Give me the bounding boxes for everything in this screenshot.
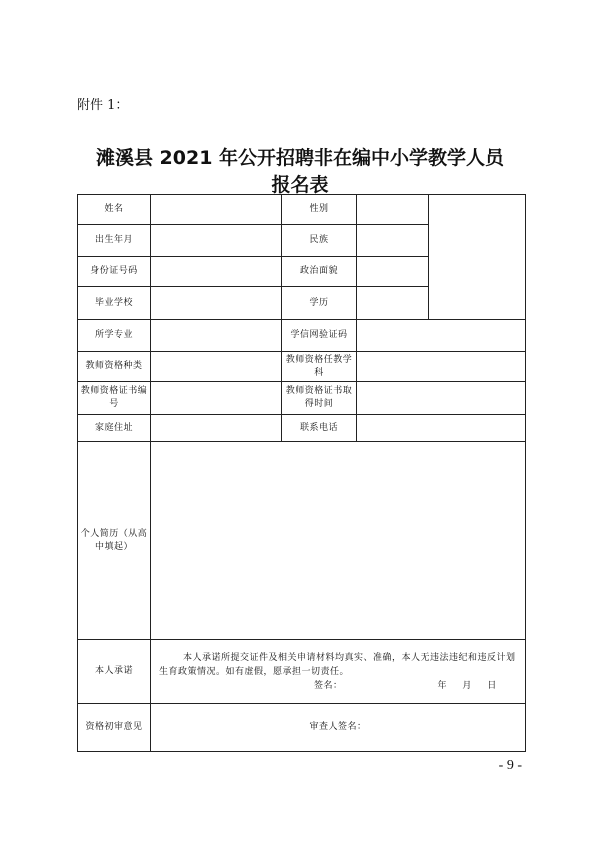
field-phone[interactable]	[357, 415, 526, 442]
page-number: - 9 -	[498, 758, 522, 773]
review-signature-label: 审查人签名：	[151, 704, 526, 752]
field-school[interactable]	[151, 287, 282, 320]
field-xuexin-code[interactable]	[357, 320, 526, 352]
label-cert-subject: 教师资格任教学科	[282, 352, 357, 382]
label-political-status: 政治面貌	[282, 257, 357, 287]
field-cert-subject[interactable]	[357, 352, 526, 382]
label-address: 家庭住址	[78, 415, 151, 442]
pledge-block	[151, 640, 526, 704]
label-school: 毕业学校	[78, 287, 151, 320]
field-cert-date[interactable]	[357, 382, 526, 415]
field-cert-type[interactable]	[151, 352, 282, 382]
label-ethnicity: 民族	[282, 225, 357, 257]
label-review: 资格初审意见	[78, 704, 151, 752]
field-political-status[interactable]	[357, 257, 429, 287]
field-cert-number[interactable]	[151, 382, 282, 415]
label-pledge: 本人承诺	[78, 640, 151, 704]
label-birth: 出生年月	[78, 225, 151, 257]
field-id-number[interactable]	[151, 257, 282, 287]
pledge-date-label: 年 月 日	[437, 680, 497, 691]
field-gender[interactable]	[357, 195, 429, 225]
label-gender: 性别	[282, 195, 357, 225]
label-name: 姓名	[78, 195, 151, 225]
form-subtitle: 报名表	[271, 174, 329, 196]
registration-form-table	[77, 194, 526, 752]
label-cert-number: 教师资格证书编号	[78, 382, 151, 415]
pledge-text: 本人承诺所提交证件及相关申请材料均真实、准确，本人无违法违纪和违反计划生育政策情况。如有虚假，愿承担一切责任。	[159, 652, 516, 677]
label-phone: 联系电话	[282, 415, 357, 442]
label-cert-type: 教师资格种类	[78, 352, 151, 382]
attachment-label: 附件 1：	[77, 98, 129, 113]
field-name[interactable]	[151, 195, 282, 225]
pledge-signature-label: 签名：	[314, 680, 343, 691]
label-major: 所学专业	[78, 320, 151, 352]
label-cert-date: 教师资格证书取得时间	[282, 382, 357, 415]
field-major[interactable]	[151, 320, 282, 352]
field-address[interactable]	[151, 415, 282, 442]
field-birth[interactable]	[151, 225, 282, 257]
photo-box[interactable]	[429, 195, 526, 320]
field-ethnicity[interactable]	[357, 225, 429, 257]
label-id-number: 身份证号码	[78, 257, 151, 287]
label-xuexin-code: 学信网验证码	[282, 320, 357, 352]
label-education: 学历	[282, 287, 357, 320]
field-resume[interactable]	[151, 442, 526, 640]
form-title: 滩溪县 2021 年公开招聘非在编中小学教学人员	[95, 147, 505, 169]
label-resume: 个人简历（从高中填起）	[78, 442, 151, 640]
field-education[interactable]	[357, 287, 429, 320]
